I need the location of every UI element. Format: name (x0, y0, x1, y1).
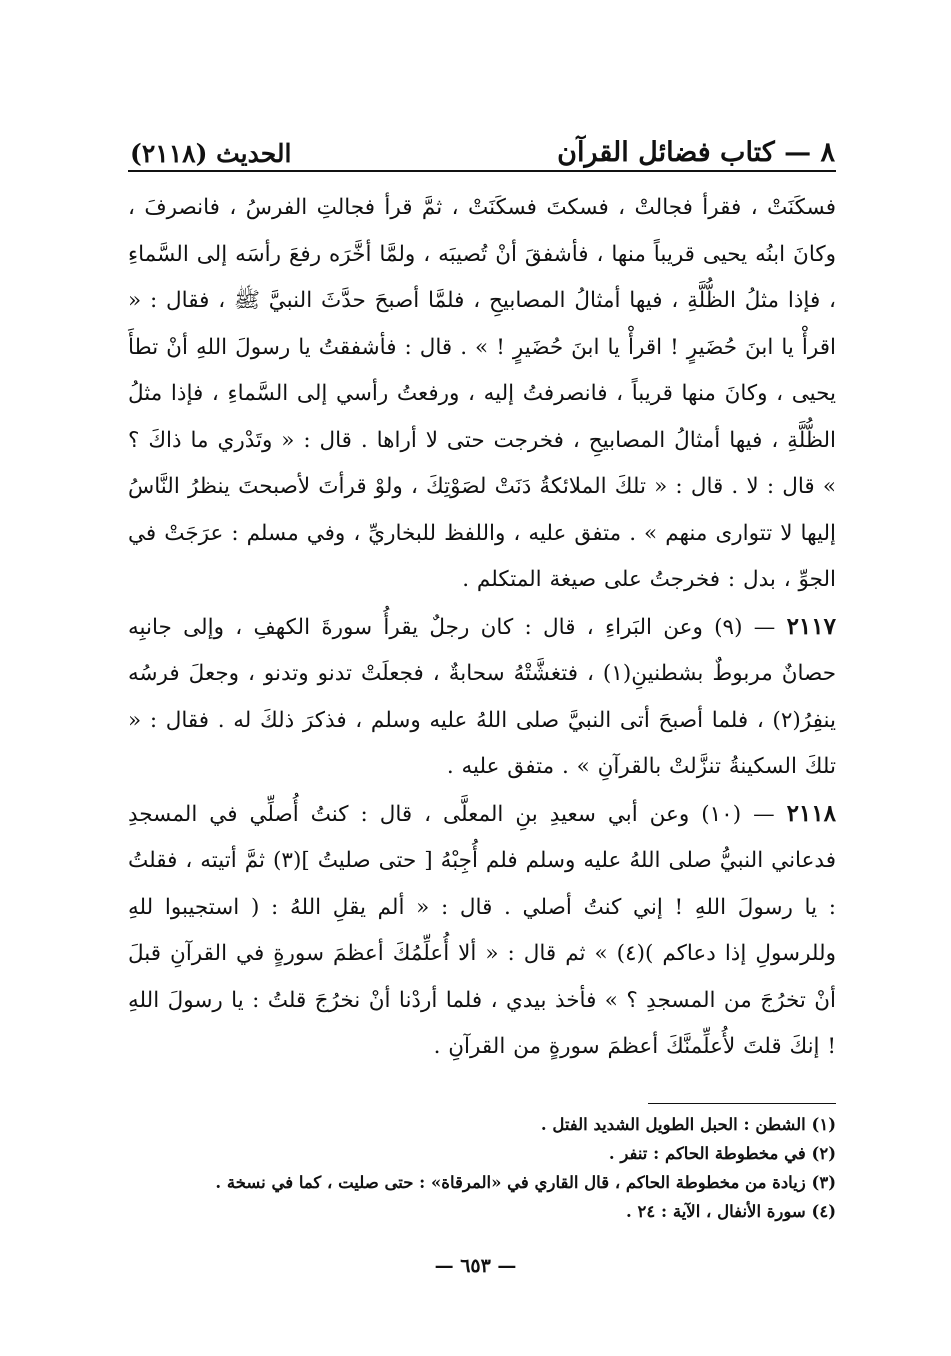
footnote-1: (١) الشطن : الحبل الطويل الشديد الفتل . (540, 1115, 836, 1134)
hadith-2117 (128, 604, 836, 791)
chapter-title: ٨ — كتاب فضائل القرآن (557, 137, 835, 168)
hadith-number: ٢١١٧ (786, 612, 836, 640)
header-divider (128, 170, 836, 172)
page-header (130, 118, 835, 168)
hadith-2118 (128, 791, 836, 1071)
footnote-3: (٣) زيادة من مخطوطة الحاكم ، قال القاري في «المرقاة» : حتى صليت ، كما في نسخة . (215, 1173, 836, 1192)
footnote-divider (648, 1103, 836, 1104)
main-text (128, 185, 836, 1071)
paragraph-text: فسكَنَتْ ، فقرأ فجالتْ ، فسكتَ فسكَنَتْ ، ثمَّ قرأ فجالتِ الفرسُ ، فانصرفَ ، وكانَ ابنُه يحيى قريباً منها ، فأشفقَ أنْ تُصيبَه ، ولمَّا أخَّرَه رفعَ رأسَه إلى السَّماءِ ، فإذا مثلُ الظُّلَّةِ ، فيها أمثالُ المصابيحِ ، فلمَّا أصبحَ حدَّثَ النبيَّ ﷺ ، فقال : « اقرأْ يا ابنَ حُضَيرٍ ! اقرأْ يا ابنَ حُضَيرٍ ! » . قال : فأشفقتُ يا رسولَ اللهِ أنْ تطأَ يحيى ، وكانَ منها قريباً ، فانصرفتُ إليه ، ورفعتُ رأسي إلى السَّماءِ ، فإذا مثلُ الظُّلَّةِ ، فيها أمثالُ المصابيحِ ، فخرجت حتى لا أراها . قال : « وتَدْري ما ذاكَ ؟ » قال : لا . قال : « تلكَ الملائكةُ دَنَتْ لصَوْتِكَ ، ولوْ قرأتَ لأصبحتَ ينظرُ النَّاسُ إليها لا تتوارى منهم » . متفق عليه ، واللفظ للبخاريِّ ، وفي مسلم : عرَجَتْ في الجوِّ ، بدل : فخرجتُ على صيغة المتكلم . (128, 195, 836, 592)
footnotes (128, 1110, 836, 1226)
paragraph-text: — (١٠) وعن أبي سعيدِ بنِ المعلَّى ، قال : كنتُ أُصلِّي في المسجدِ فدعاني النبيُّ صلى اللهُ عليه وسلم فلم أُجِبْهُ [ حتى صليتُ ](٣) ثمَّ أتيته ، فقلتُ : يا رسولَ اللهِ ! إني كنتُ أصلي . قال : « ألم يقلِ اللهُ : ( استجيبوا للهِ وللرسولِ إذا دعاكم )(٤) » ثم قال : « ألا أُعلِّمُكَ أعظمَ سورةٍ في القرآنِ قبلَ أنْ تخرُجَ من المسجدِ ؟ » فأخذ بيدي ، فلما أردْنا أنْ نخرُجَ قلتُ : يا رسولَ اللهِ ! إنكَ قلتَ لأُعلِّمنَّكَ أعظمَ سورةٍ من القرآنِ . (128, 801, 836, 1059)
page-number: — ٦٥٣ — (434, 1255, 517, 1277)
footnote-2: (٢) في مخطوطة الحاكم : تنفر . (608, 1144, 836, 1163)
hadith-reference: الحديث (٢١١٨) (130, 139, 292, 168)
paragraph-continuation (128, 185, 836, 604)
hadith-number: ٢١١٨ (786, 799, 836, 827)
footnote-4: (٤) سورة الأنفال ، الآية : ٢٤ . (626, 1202, 836, 1221)
paragraph-text: — (٩) وعن البَراءِ ، قال : كان رجلٌ يقرأُ سورةَ الكهفِ ، وإلى جانبِه حصانٌ مربوطٌ بشطنينِ(١) ، فتغشَّتْهُ سحابةٌ ، فجعلَتْ تدنو وتدنو ، وجعلَ فرسُه ينفِرُ(٢) ، فلما أصبحَ أتى النبيَّ صلى اللهُ عليه وسلم ، فذكرَ ذلكَ له . فقال : « تلكَ السكينةُ تنزَّلتْ بالقرآنِ » . متفق عليه . (128, 614, 836, 779)
